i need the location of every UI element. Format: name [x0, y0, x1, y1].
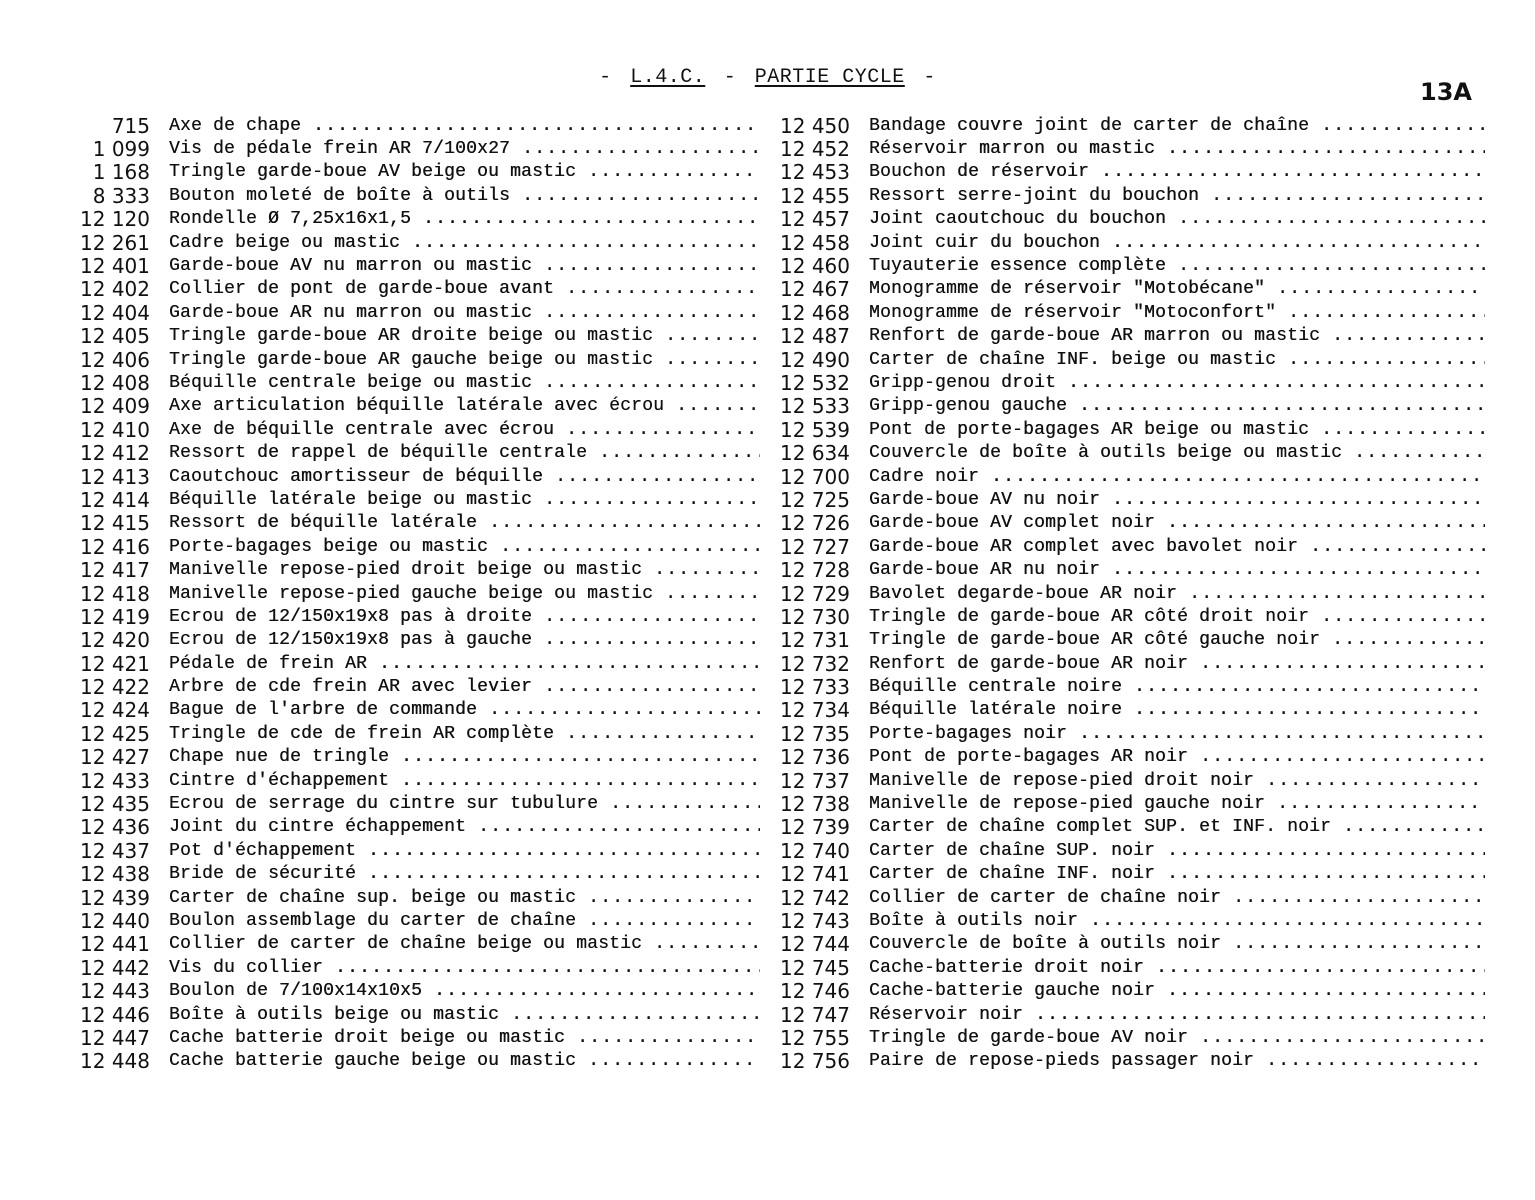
part-description: Carter de chaîne complet SUP. et INF. noir ..... — [869, 817, 1485, 837]
part-number: 12 416 — [80, 535, 150, 559]
part-description: Chape nue de tringle ..... — [169, 747, 760, 767]
part-row — [70, 1050, 760, 1073]
part-description: Boulon assemblage du carter de chaîne ..... — [169, 911, 760, 931]
part-row — [70, 418, 760, 441]
part-number: 12 735 — [780, 722, 850, 746]
part-number: 12 468 — [780, 301, 850, 325]
part-number: 12 742 — [780, 885, 850, 910]
part-description: Ecrou de 12/150x19x8 pas à gauche ..... — [169, 630, 760, 650]
part-row — [770, 652, 1485, 675]
part-description: Garde-boue AV complet noir ..... — [869, 513, 1485, 533]
part-row — [770, 325, 1485, 348]
part-description: Cache-batterie gauche noir ..... — [869, 981, 1485, 1001]
part-description: Rondelle Ø 7,25x16x1,5 ..... — [169, 209, 760, 229]
part-row — [770, 278, 1485, 301]
part-description: Cadre beige ou mastic ..... — [169, 233, 760, 253]
part-number: 12 740 — [780, 839, 850, 863]
part-description: Vis de pédale frein AR 7/100x27 ..... — [169, 139, 760, 159]
part-row — [70, 137, 760, 160]
part-description: Carter de chaîne INF. beige ou mastic ..... — [869, 350, 1485, 370]
part-description: Manivelle de repose-pied droit noir ..... — [869, 771, 1485, 791]
part-number: 12 441 — [80, 932, 150, 957]
part-description: Réservoir noir ..... — [869, 1005, 1485, 1025]
part-description: Bride de sécurité ..... — [169, 864, 760, 884]
part-description: Porte-bagages noir ..... — [869, 724, 1485, 744]
part-description: Tringle de garde-boue AV noir ..... — [869, 1028, 1485, 1048]
part-number: 715 — [111, 114, 150, 138]
part-number: 12 732 — [780, 651, 850, 676]
part-number: 12 733 — [780, 675, 850, 699]
part-description: Carter de chaîne sup. beige ou mastic ..... — [169, 888, 760, 908]
part-description: Garde-boue AR nu marron ou mastic ..... — [169, 303, 760, 323]
part-row — [770, 208, 1485, 231]
page-number: 13A — [1420, 78, 1472, 106]
model-code: L.4.C. — [630, 66, 706, 89]
part-description: Cache batterie droit beige ou mastic ..... — [169, 1028, 760, 1048]
part-number: 12 409 — [80, 394, 150, 419]
part-number: 12 413 — [80, 464, 150, 489]
part-number: 12 410 — [80, 418, 150, 442]
part-description: Couvercle de boîte à outils beige ou mastic ..... — [869, 443, 1485, 463]
part-number: 12 467 — [780, 277, 850, 302]
part-number: 12 744 — [780, 932, 850, 957]
part-number: 12 738 — [780, 792, 850, 816]
part-row — [770, 979, 1485, 1002]
part-row — [70, 395, 760, 418]
part-row — [70, 746, 760, 769]
part-row — [770, 348, 1485, 371]
part-description: Carter de chaîne INF. noir ..... — [869, 864, 1485, 884]
part-number: 12 414 — [80, 488, 150, 512]
part-number: 12 736 — [780, 745, 850, 769]
part-row — [770, 1003, 1485, 1026]
part-number: 12 700 — [780, 464, 850, 489]
part-number: 12 438 — [80, 862, 150, 886]
part-row — [770, 816, 1485, 839]
part-number: 12 406 — [80, 347, 150, 372]
part-description: Manivelle de repose-pied gauche noir ..... — [869, 794, 1485, 814]
part-number: 12 419 — [80, 605, 150, 629]
part-description: Collier de pont de garde-boue avant ..... — [169, 279, 760, 299]
part-description: Arbre de cde frein AR avec levier ..... — [169, 677, 760, 697]
part-description: Monogramme de réservoir "Motoconfort" ..... — [869, 303, 1485, 323]
part-number: 12 412 — [80, 441, 150, 465]
part-row — [70, 699, 760, 722]
part-number: 12 737 — [780, 768, 850, 793]
part-description: Tringle de garde-boue AR côté gauche noir ..... — [869, 630, 1485, 650]
part-description: Bouchon de réservoir ..... — [869, 162, 1485, 182]
part-number: 12 634 — [780, 441, 850, 465]
part-number: 12 447 — [80, 1026, 150, 1050]
part-row — [770, 512, 1485, 535]
part-row — [70, 208, 760, 231]
part-row — [70, 278, 760, 301]
part-row — [70, 512, 760, 535]
part-description: Collier de carter de chaîne beige ou mastic ..... — [169, 934, 760, 954]
part-description: Axe de chape ..... — [169, 116, 760, 136]
part-row — [70, 863, 760, 886]
part-number: 12 729 — [780, 581, 850, 606]
part-number: 12 455 — [780, 184, 850, 208]
part-number: 12 741 — [780, 862, 850, 886]
part-number: 12 731 — [780, 628, 850, 652]
part-description: Pot d'échappement ..... — [169, 841, 760, 861]
part-description: Manivelle repose-pied gauche beige ou mastic ..... — [169, 584, 760, 604]
part-number: 12 425 — [80, 722, 150, 746]
part-description: Garde-boue AV nu marron ou mastic ..... — [169, 256, 760, 276]
part-number: 12 487 — [780, 324, 850, 348]
part-row — [70, 184, 760, 207]
part-row — [70, 933, 760, 956]
part-number: 12 443 — [80, 979, 150, 1003]
part-description: Ressort de béquille latérale ..... — [169, 513, 760, 533]
part-row — [70, 301, 760, 324]
part-number: 12 120 — [80, 207, 150, 231]
part-number: 12 532 — [780, 371, 850, 395]
part-description: Collier de carter de chaîne noir ..... — [869, 888, 1485, 908]
part-description: Porte-bagages beige ou mastic ..... — [169, 537, 760, 557]
part-row — [70, 441, 760, 464]
part-row — [770, 722, 1485, 745]
part-description: Bavolet degarde-boue AR noir ..... — [869, 584, 1485, 604]
part-row — [770, 886, 1485, 909]
part-description: Garde-boue AR nu noir ..... — [869, 560, 1485, 580]
part-number: 12 746 — [780, 979, 850, 1003]
part-number: 12 424 — [80, 698, 150, 723]
part-row — [770, 629, 1485, 652]
part-row — [770, 933, 1485, 956]
part-description: Paire de repose-pieds passager noir ..... — [869, 1051, 1485, 1071]
page-header — [0, 66, 1535, 89]
part-row — [770, 558, 1485, 581]
part-row — [70, 675, 760, 698]
part-number: 12 460 — [780, 254, 850, 278]
part-number: 12 417 — [80, 558, 150, 582]
part-number: 12 730 — [780, 605, 850, 629]
part-description: Manivelle repose-pied droit beige ou mastic ..... — [169, 560, 760, 580]
part-number: 12 437 — [80, 839, 150, 863]
part-description: Cintre d'échappement ..... — [169, 771, 760, 791]
part-row — [770, 137, 1485, 160]
part-number: 12 728 — [780, 558, 850, 582]
part-row — [70, 465, 760, 488]
part-number: 12 450 — [780, 114, 850, 138]
part-row — [70, 956, 760, 979]
part-number: 12 404 — [80, 301, 150, 325]
part-number: 12 261 — [80, 230, 150, 255]
part-description: Caoutchouc amortisseur de béquille ..... — [169, 467, 760, 487]
part-description: Boulon de 7/100x14x10x5 ..... — [169, 981, 760, 1001]
part-number: 12 436 — [80, 815, 150, 840]
part-row — [770, 161, 1485, 184]
part-number: 12 418 — [80, 581, 150, 606]
part-number: 12 433 — [80, 768, 150, 793]
part-number: 12 745 — [780, 956, 850, 980]
part-number: 12 452 — [780, 137, 850, 161]
part-row — [70, 792, 760, 815]
part-description: Cache-batterie droit noir ..... — [869, 958, 1485, 978]
part-number: 12 725 — [780, 488, 850, 512]
part-row — [70, 1003, 760, 1026]
part-description: Gripp-genou gauche ..... — [869, 396, 1485, 416]
part-number: 1 099 — [92, 137, 150, 161]
part-number: 12 442 — [80, 956, 150, 980]
part-row — [770, 863, 1485, 886]
part-number: 12 490 — [780, 347, 850, 372]
part-row — [70, 582, 760, 605]
part-row — [70, 839, 760, 862]
part-number: 12 458 — [780, 230, 850, 255]
parts-list-left — [70, 114, 760, 1073]
part-row — [770, 699, 1485, 722]
part-description: Pont de porte-bagages AR noir ..... — [869, 747, 1485, 767]
part-description: Boîte à outils noir ..... — [869, 911, 1485, 931]
part-description: Joint du cintre échappement ..... — [169, 817, 760, 837]
part-number: 12 457 — [780, 207, 850, 231]
part-number: 12 533 — [780, 394, 850, 419]
part-number: 12 446 — [80, 1002, 150, 1027]
part-row — [70, 231, 760, 254]
part-number: 12 453 — [780, 160, 850, 185]
part-row — [770, 254, 1485, 277]
part-description: Joint caoutchouc du bouchon ..... — [869, 209, 1485, 229]
part-row — [770, 114, 1485, 137]
part-row — [70, 161, 760, 184]
part-row — [770, 1050, 1485, 1073]
part-row — [770, 956, 1485, 979]
part-row — [70, 325, 760, 348]
part-description: Réservoir marron ou mastic ..... — [869, 139, 1485, 159]
part-description: Cadre noir ..... — [869, 467, 1485, 487]
header-dash-right: - — [923, 66, 936, 89]
part-number: 12 421 — [80, 651, 150, 676]
part-number: 12 756 — [780, 1049, 850, 1074]
part-description: Carter de chaîne SUP. noir ..... — [869, 841, 1485, 861]
part-number: 12 539 — [780, 418, 850, 442]
part-description: Pédale de frein AR ..... — [169, 654, 760, 674]
part-number: 1 168 — [92, 160, 150, 185]
part-row — [70, 886, 760, 909]
part-row — [70, 558, 760, 581]
part-number: 12 401 — [80, 254, 150, 278]
part-row — [70, 652, 760, 675]
part-row — [770, 441, 1485, 464]
part-description: Joint cuir du bouchon ..... — [869, 233, 1485, 253]
part-description: Tringle garde-boue AV beige ou mastic ..... — [169, 162, 760, 182]
part-description: Tringle de garde-boue AR côté droit noir ..... — [869, 607, 1485, 627]
part-number: 12 420 — [80, 628, 150, 652]
part-row — [770, 488, 1485, 511]
part-row — [70, 1026, 760, 1049]
part-row — [770, 839, 1485, 862]
part-description: Couvercle de boîte à outils noir ..... — [869, 934, 1485, 954]
part-row — [770, 1026, 1485, 1049]
part-description: Renfort de garde-boue AR marron ou mastic ..... — [869, 326, 1485, 346]
part-number: 12 427 — [80, 745, 150, 769]
part-row — [70, 605, 760, 628]
part-description: Ecrou de serrage du cintre sur tubulure ..... — [169, 794, 760, 814]
part-description: Boîte à outils beige ou mastic ..... — [169, 1005, 760, 1025]
part-row — [70, 722, 760, 745]
part-number: 12 743 — [780, 909, 850, 933]
part-row — [70, 909, 760, 932]
part-row — [770, 582, 1485, 605]
part-row — [770, 909, 1485, 932]
part-number: 12 734 — [780, 698, 850, 723]
part-row — [770, 231, 1485, 254]
part-number: 12 439 — [80, 885, 150, 910]
part-row — [70, 488, 760, 511]
part-row — [70, 535, 760, 558]
part-number: 12 408 — [80, 371, 150, 395]
part-number: 12 440 — [80, 909, 150, 933]
part-row — [70, 769, 760, 792]
part-description: Béquille latérale noire ..... — [869, 700, 1485, 720]
part-description: Béquille centrale noire ..... — [869, 677, 1485, 697]
part-number: 12 405 — [80, 324, 150, 348]
part-description: Tringle garde-boue AR droite beige ou mastic ..... — [169, 326, 760, 346]
part-number: 12 422 — [80, 675, 150, 699]
section-title: PARTIE CYCLE — [754, 66, 905, 89]
header-dash-left: - — [599, 66, 612, 89]
part-row — [770, 395, 1485, 418]
part-row — [770, 301, 1485, 324]
part-description: Tringle garde-boue AR gauche beige ou mastic ..... — [169, 350, 760, 370]
part-description: Garde-boue AR complet avec bavolet noir ..... — [869, 537, 1485, 557]
part-row — [70, 348, 760, 371]
part-row — [70, 979, 760, 1002]
part-row — [770, 675, 1485, 698]
part-row — [70, 629, 760, 652]
part-number: 12 739 — [780, 815, 850, 840]
part-number: 12 402 — [80, 277, 150, 302]
part-description: Béquille latérale beige ou mastic ..... — [169, 490, 760, 510]
part-description: Garde-boue AV nu noir ..... — [869, 490, 1485, 510]
part-row — [770, 535, 1485, 558]
part-description: Bandage couvre joint de carter de chaîne ..... — [869, 116, 1485, 136]
part-row — [70, 371, 760, 394]
part-description: Axe articulation béquille latérale avec écrou ..... — [169, 396, 760, 416]
part-number: 12 435 — [80, 792, 150, 816]
part-row — [70, 114, 760, 137]
part-description: Gripp-genou droit ..... — [869, 373, 1485, 393]
part-number: 8 333 — [92, 184, 150, 208]
part-description: Vis du collier ..... — [169, 958, 760, 978]
part-description: Béquille centrale beige ou mastic ..... — [169, 373, 760, 393]
part-description: Pont de porte-bagages AR beige ou mastic ..... — [869, 420, 1485, 440]
part-description: Bouton moleté de boîte à outils ..... — [169, 186, 760, 206]
part-row — [770, 605, 1485, 628]
part-row — [770, 792, 1485, 815]
part-number: 12 415 — [80, 511, 150, 536]
part-description: Ecrou de 12/150x19x8 pas à droite ..... — [169, 607, 760, 627]
part-number: 12 448 — [80, 1049, 150, 1074]
part-description: Tringle de cde de frein AR complète ..... — [169, 724, 760, 744]
part-description: Axe de béquille centrale avec écrou ..... — [169, 420, 760, 440]
part-row — [770, 769, 1485, 792]
part-description: Bague de l'arbre de commande ..... — [169, 700, 760, 720]
part-row — [770, 465, 1485, 488]
part-number: 12 747 — [780, 1002, 850, 1027]
header-dash-middle: - — [723, 66, 737, 89]
part-row — [70, 254, 760, 277]
part-description: Tuyauterie essence complète ..... — [869, 256, 1485, 276]
part-row — [70, 816, 760, 839]
part-row — [770, 184, 1485, 207]
part-description: Ressort de rappel de béquille centrale ..... — [169, 443, 760, 463]
part-row — [770, 746, 1485, 769]
part-description: Renfort de garde-boue AR noir ..... — [869, 654, 1485, 674]
part-description: Cache batterie gauche beige ou mastic ..... — [169, 1051, 760, 1071]
part-description: Monogramme de réservoir "Motobécane" ..... — [869, 279, 1485, 299]
parts-list-right — [770, 114, 1485, 1073]
part-number: 12 726 — [780, 511, 850, 536]
part-number: 12 727 — [780, 535, 850, 559]
part-description: Ressort serre-joint du bouchon ..... — [869, 186, 1485, 206]
part-row — [770, 371, 1485, 394]
part-number: 12 755 — [780, 1026, 850, 1050]
part-row — [770, 418, 1485, 441]
